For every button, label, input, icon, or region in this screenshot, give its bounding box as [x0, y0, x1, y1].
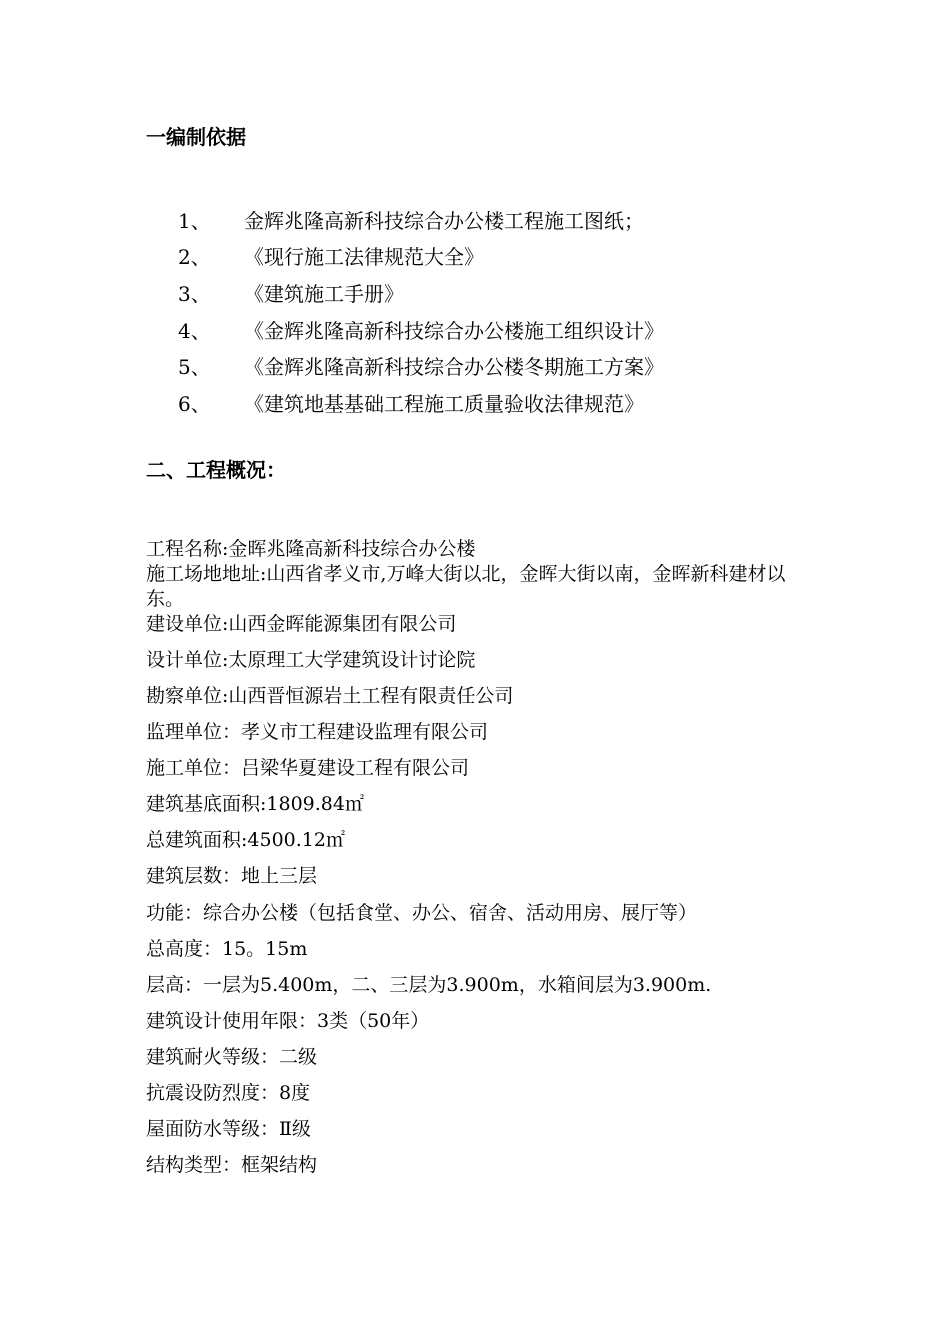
overview-line: 总高度：15。15m [146, 938, 308, 960]
list-item-number: 2、 [178, 245, 211, 269]
overview-line: 结构类型：框架结构 [146, 1154, 318, 1176]
list-item-number: 5、 [178, 355, 211, 379]
overview-line: 施工场地地址:山西省孝义市,万峰大街以北，金晖大街以南，金晖新科建材以东。 [146, 563, 786, 610]
list-item-number: 6、 [178, 392, 211, 416]
overview-line: 屋面防水等级：Ⅱ级 [146, 1118, 311, 1140]
list-item-number: 1、 [178, 209, 211, 233]
list-item-text: 《建筑施工手册》 [244, 282, 404, 306]
overview-line: 功能：综合办公楼（包括食堂、办公、宿舍、活动用房、展厅等） [146, 902, 698, 924]
list-item-text: 《现行施工法律规范大全》 [244, 245, 484, 269]
overview-line: 建设单位:山西金晖能源集团有限公司 [146, 613, 457, 635]
overview-line: 工程名称:金晖兆隆高新科技综合办公楼 [146, 538, 476, 560]
overview-line: 建筑设计使用年限：3类（50年） [146, 1010, 430, 1032]
list-item-number: 3、 [178, 282, 211, 306]
overview-line: 层高：一层为5.400m，二、三层为3.900m，水箱间层为3.900m. [146, 974, 712, 996]
overview-line: 施工单位：吕梁华夏建设工程有限公司 [146, 757, 470, 779]
overview-line: 建筑基底面积:1809.84㎡ [146, 793, 364, 815]
section-heading-basis: 一编制依据 [146, 125, 246, 149]
overview-line: 建筑层数：地上三层 [146, 865, 318, 887]
section-heading-overview: 二、工程概况： [146, 458, 286, 482]
overview-line: 建筑耐火等级：二级 [146, 1046, 318, 1068]
list-item-text: 金辉兆隆高新科技综合办公楼工程施工图纸； [244, 209, 644, 233]
list-item-text: 《金辉兆隆高新科技综合办公楼施工组织设计》 [244, 319, 664, 343]
overview-line: 抗震设防烈度：8度 [146, 1082, 311, 1104]
overview-line: 监理单位：孝义市工程建设监理有限公司 [146, 721, 489, 743]
list-item-number: 4、 [178, 319, 211, 343]
overview-line: 总建筑面积:4500.12㎡ [146, 829, 345, 851]
list-item-text: 《金辉兆隆高新科技综合办公楼冬期施工方案》 [244, 355, 664, 379]
list-item-text: 《建筑地基基础工程施工质量验收法律规范》 [244, 392, 644, 416]
overview-line: 设计单位:太原理工大学建筑设计讨论院 [146, 649, 476, 671]
overview-line: 勘察单位:山西晋恒源岩土工程有限责任公司 [146, 685, 514, 707]
